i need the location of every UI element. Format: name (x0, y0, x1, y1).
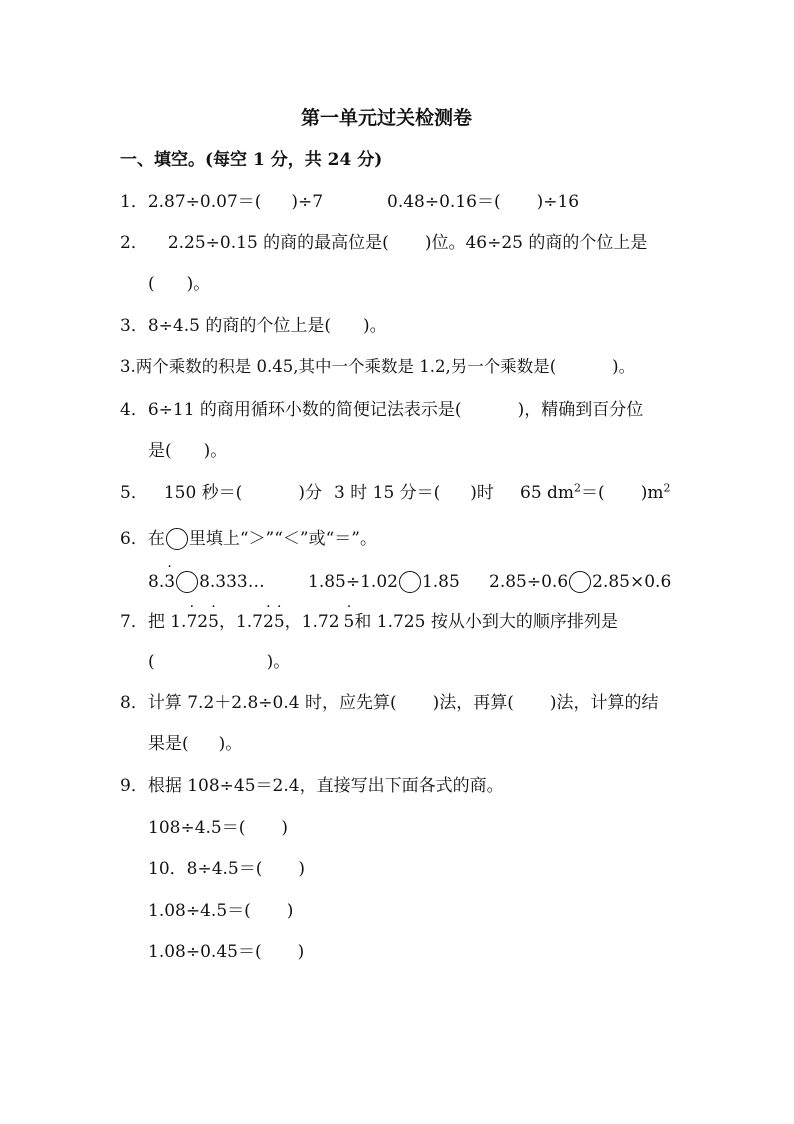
q1-expr-a-end: )÷7 (291, 192, 324, 212)
q9-item-close: ) (297, 942, 305, 962)
q6-i1-b: 8.333… (199, 572, 265, 592)
q6-i3-b: 2.85×0.6 (592, 572, 672, 592)
q7-n1-b: 2 (197, 612, 209, 632)
q2-text-mid: )位。46÷25 的商的个位上是 (424, 233, 648, 253)
question-2-line2 (148, 274, 210, 294)
q9-number: 9． (120, 776, 148, 796)
q7-close: )。 (266, 652, 291, 672)
q7-n1-dot-digit-1: · 7 (186, 612, 197, 632)
q8-mid1: )法，再算( (432, 693, 514, 713)
answer-circle[interactable] (569, 571, 591, 593)
answer-circle[interactable] (399, 571, 421, 593)
q6-i2-a: 1.85÷1.02 (308, 572, 398, 592)
q7-sep2: ， (284, 612, 302, 632)
q3a-number: 3． (120, 316, 148, 336)
question-4 (120, 400, 643, 420)
question-4-line2 (148, 441, 227, 461)
q8-mid2: )法，计算的结 (549, 693, 659, 713)
q6-text-a: 在 (147, 529, 165, 549)
q8-text: 计算 7.2＋2.8÷0.4 时，应先算( (147, 693, 397, 713)
q9-item-close: ) (286, 901, 294, 921)
q5-number: 5． (120, 483, 148, 503)
question-5b (334, 483, 494, 503)
question-1b (387, 192, 579, 212)
q9-item (148, 901, 293, 921)
q6-number: 6． (120, 529, 148, 549)
q9-item-close: ) (281, 818, 289, 838)
q5-expr-b-end: )时 (470, 483, 494, 503)
answer-circle[interactable] (176, 571, 198, 593)
q9-text: 根据 108÷45＝2.4，直接写出下面各式的商。 (147, 776, 504, 796)
q3b-text: 3.两个乘数的积是 0.45,其中一个乘数是 1.2,另一个乘数是( (120, 357, 557, 376)
q2-open: ( (148, 274, 155, 294)
q5-expr-c2: ＝( (581, 483, 605, 503)
question-3a (120, 316, 387, 336)
comparison-circle (166, 528, 188, 550)
question-9 (120, 776, 504, 796)
q7-post: 和 1.725 按从小到大的顺序排列是 (354, 612, 618, 632)
q7-n1-a: 1. (170, 612, 187, 632)
q9-item-label: 10．8÷4.5＝( (148, 859, 263, 879)
section-heading: 一、填空。(每空 1 分，共 24 分) (120, 150, 383, 170)
q8-close: )。 (218, 734, 243, 754)
q4-text-mid: )，精确到百分位 (517, 400, 644, 420)
q5-expr-c: 65 dm (520, 483, 575, 503)
q5-expr-b: 3 时 15 分＝( (334, 483, 441, 503)
q1-expr-b-end: )÷16 (536, 192, 580, 212)
question-8-line2 (148, 734, 242, 754)
q6-i1-repeating-digit: · 3 (164, 572, 175, 592)
q3b-close: )。 (612, 357, 636, 376)
page-title: 第一单元过关检测卷 (301, 107, 473, 129)
q5-expr-a: 150 秒＝( (163, 483, 243, 503)
q2-text: 2.25÷0.15 的商的最高位是( (167, 233, 389, 253)
q4-open: 是( (148, 441, 172, 461)
q7-n2-dot-digit-2: · 5 (274, 612, 285, 632)
q7-number: 7． (120, 612, 148, 632)
question-6-item-1 (148, 571, 265, 593)
q3a-close: )。 (362, 316, 387, 336)
q2-close: )。 (186, 274, 211, 294)
q6-i3-a: 2.85÷0.6 (489, 572, 569, 592)
question-1 (120, 192, 323, 212)
q9-item-label: 108÷4.5＝( (148, 818, 246, 838)
question-3b (120, 357, 635, 377)
q7-n1-dot-digit-2: · 5 (208, 612, 219, 632)
q5-exp-1: 2 (574, 481, 582, 495)
q4-close: )。 (203, 441, 228, 461)
q7-n3: 1.72 (301, 612, 340, 632)
q7-n3-dot-digit: · 5 (344, 612, 355, 632)
question-5 (120, 483, 322, 503)
q9-item (148, 818, 288, 838)
q5-exp-2: 2 (663, 481, 671, 495)
q7-n2-a: 1.7 (235, 612, 263, 632)
question-2 (120, 233, 647, 253)
q1-number: 1． (120, 192, 148, 212)
q5-expr-c-end: )m (640, 483, 664, 503)
q6-i2-b: 1.85 (421, 572, 460, 592)
q4-text: 6÷11 的商用循环小数的简便记法表示是( (147, 400, 462, 420)
q7-open: ( (148, 652, 155, 672)
q8-open: 果是( (148, 734, 189, 754)
question-5c (520, 483, 670, 503)
q9-item (148, 942, 304, 962)
question-6-item-3 (489, 571, 671, 593)
q1-expr-a: 2.87÷0.07＝( (147, 192, 262, 212)
q7-sep1: ， (218, 612, 236, 632)
q3a-text: 8÷4.5 的商的个位上是( (147, 316, 331, 336)
question-6 (120, 528, 377, 550)
question-7-line2 (148, 652, 290, 672)
q4-number: 4． (120, 400, 148, 420)
q7-pre: 把 (147, 612, 171, 632)
q8-number: 8． (120, 693, 148, 713)
q9-item-close: ) (298, 859, 306, 879)
question-6-item-2 (308, 571, 460, 593)
question-8 (120, 693, 659, 713)
q6-i1-a: 8. (148, 572, 165, 592)
q6-text-b: 里填上“＞”“＜”或“＝”。 (188, 529, 377, 549)
q9-item-label: 1.08÷0.45＝( (148, 942, 262, 962)
q9-item (148, 859, 305, 879)
q1-expr-b: 0.48÷0.16＝( (387, 192, 501, 212)
q2-number: 2． (120, 233, 148, 253)
q5-expr-a-end: )分 (298, 483, 322, 503)
question-7 (120, 612, 618, 632)
q9-item-label: 1.08÷4.5＝( (148, 901, 251, 921)
q7-n2-dot-digit-1: · 2 (263, 612, 274, 632)
